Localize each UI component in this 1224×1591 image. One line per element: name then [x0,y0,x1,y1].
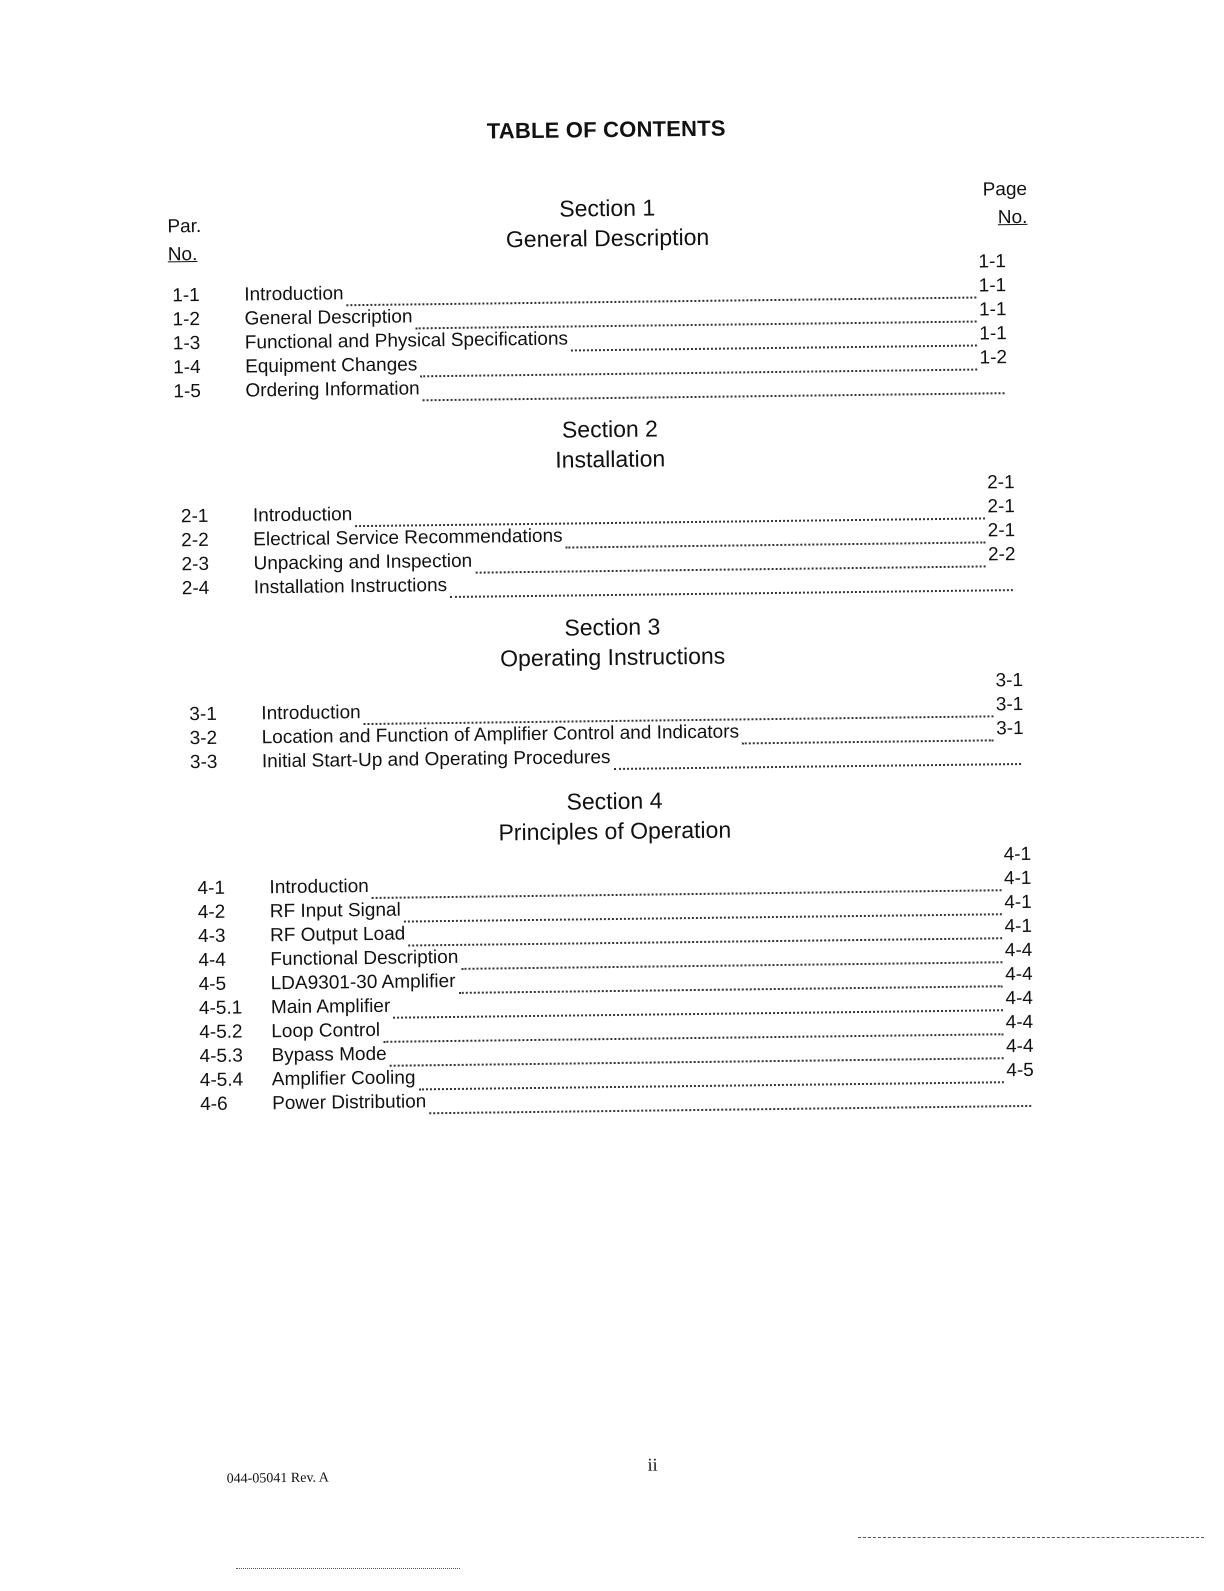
entry-number: 2-4 [181,577,210,600]
section-entries [180,472,1046,602]
dot-leader [613,746,1021,770]
entry-page: 4-5 [1006,1059,1034,1082]
entry-title: RF Output Load [269,923,406,947]
entry-title: Ordering Information [245,378,420,402]
entry-number: 1-5 [173,381,202,403]
page-number: ii [647,1454,658,1475]
entry-title: Functional and Physical Specifications [244,328,569,354]
toc-section [0,186,1221,407]
page-title: TABLE OF CONTENTS [486,115,726,144]
entry-title: LDA9301-30 Amplifier [270,970,456,995]
entry-title: Equipment Changes [244,354,418,378]
entry-number: 4-5.1 [198,997,243,1020]
section-subheading: Operating Instructions [500,642,726,672]
entry-number: 4-3 [197,925,226,948]
entry-number: 1-1 [172,285,200,307]
entry-page: 1-2 [979,347,1008,369]
par-header-line1: Par. [167,215,202,238]
section-lead-page: 4-1 [1003,843,1032,866]
entry-title: Amplifier Cooling [271,1067,416,1091]
entry-number: 1-3 [172,333,201,355]
section-lead-page: 3-1 [995,669,1024,692]
entry-title: Loop Control [271,1019,381,1043]
entry-title: Main Amplifier [270,995,391,1019]
entry-page: 4-1 [1004,891,1032,914]
page-header-line1: Page [982,178,1028,201]
entry-page: 2-1 [987,520,1016,542]
entry-title: Power Distribution [271,1091,427,1115]
toc-section [0,407,1224,604]
entry-number: 2-3 [181,553,210,576]
section-subheading: Principles of Operation [498,816,732,846]
entry-title: Installation Instructions [253,575,448,599]
dot-leader [423,375,1005,401]
entry-number: 1-4 [173,357,201,379]
entry-page: 4-1 [1003,867,1032,890]
section-lead-page: 1-1 [978,251,1007,273]
entry-page: 4-4 [1005,1011,1034,1034]
entry-title: Unpacking and Inspection [253,550,473,575]
entry-page: 4-4 [1005,1035,1034,1058]
entry-title: Introduction [244,283,344,306]
entry-page: 1-1 [979,323,1007,345]
entry-page: 3-1 [995,693,1024,716]
entry-title: Bypass Mode [271,1043,387,1067]
entry-number: 2-1 [180,505,209,528]
entry-number: 1-2 [172,309,201,331]
entry-number: 3-2 [189,727,218,750]
entry-page: 1-1 [978,275,1007,297]
entry-title: Introduction [269,875,369,899]
document-id: 044-05041 Rev. A [226,1470,329,1487]
entry-page: 4-1 [1004,915,1033,938]
entry-page: 4-4 [1005,963,1033,986]
page-header-line2: No. [997,206,1028,229]
entry-number: 4-5 [198,973,227,996]
section-heading: Section 3 [564,613,661,641]
section-entries [189,669,1054,776]
entry-page: 2-2 [987,544,1016,566]
entry-number: 4-5.4 [199,1069,244,1092]
scan-artifact-line [858,1537,1204,1538]
entry-number: 4-6 [200,1093,228,1116]
section-heading: Section 2 [561,415,659,443]
section-subheading: General Description [505,223,710,253]
entry-title: Functional Description [270,946,459,971]
entry-title: Introduction [261,702,361,725]
section-lead-page: 2-1 [987,472,1015,494]
entry-title: RF Input Signal [269,899,401,923]
scan-artifact-line [236,1568,460,1569]
par-header-line2: No. [167,244,198,266]
entry-page: 2-1 [987,496,1016,518]
entry-number: 4-5.3 [199,1045,243,1068]
entry-number: 3-3 [189,751,218,774]
entry-title: Electrical Service Recommendations [253,525,563,551]
dot-leader [450,572,1013,598]
entry-number: 2-2 [181,529,209,552]
entry-number: 4-4 [198,949,226,972]
entry-title: Location and Function of Amplifier Control and Indicators [261,721,740,749]
entry-title: General Description [244,306,413,330]
entry-page: 4-4 [1004,939,1033,962]
toc-section [2,779,1224,1120]
entry-number: 4-1 [197,877,226,900]
entry-page: 1-1 [978,299,1007,321]
dot-leader [429,1088,1031,1114]
toc-section [0,605,1224,778]
section-subheading: Installation [555,445,666,473]
entry-number: 3-1 [189,703,217,726]
entry-page: 4-4 [1005,987,1034,1010]
section-entries [197,843,1064,1118]
entry-page: 3-1 [996,717,1024,740]
entry-number: 4-2 [197,901,226,924]
entry-title: Initial Start-Up and Operating Procedures [261,747,611,773]
entry-number: 4-5.2 [199,1021,243,1044]
section-heading: Section 4 [566,787,663,815]
section-heading: Section 1 [559,194,656,222]
entry-title: Introduction [252,504,353,527]
